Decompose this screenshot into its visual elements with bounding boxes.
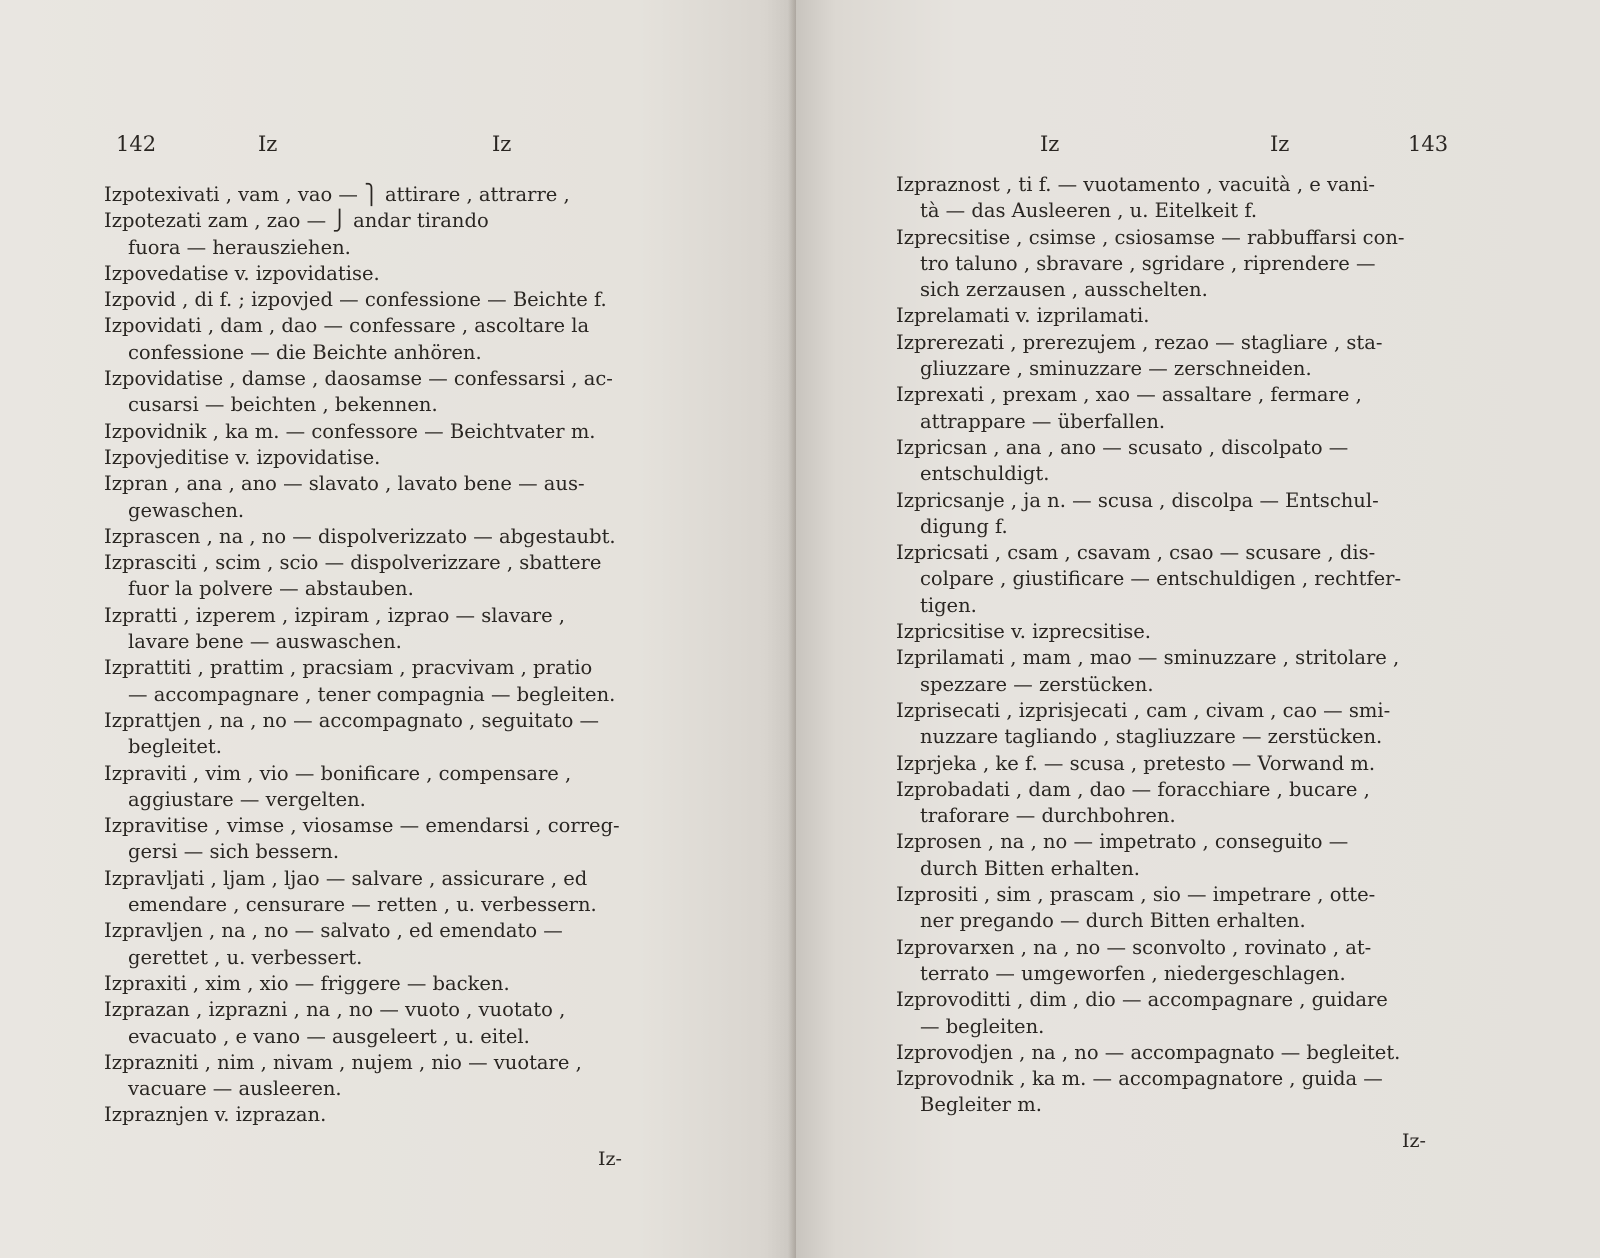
dictionary-line: fuora — herausziehen. — [128, 235, 351, 259]
dictionary-line: traforare — durchbohren. — [920, 804, 1176, 828]
dictionary-line: Izpricsati , csam , csavam , csao — scusare , dis- — [896, 541, 1376, 565]
dictionary-line: Izprjeka , ke f. — scusa , pretesto — Vorwand m. — [896, 751, 1376, 775]
dictionary-line: spezzare — zerstücken. — [920, 672, 1154, 696]
dictionary-line: Izprobadati , dam , dao — foracchiare , bucare , — [896, 777, 1370, 801]
dictionary-line: Izpravljati , ljam , ljao — salvare , assicurare , ed — [104, 866, 588, 890]
dictionary-line: entschuldigt. — [920, 462, 1050, 486]
dictionary-line: aggiustare — vergelten. — [128, 787, 366, 811]
dictionary-line: gliuzzare , sminuzzare — zerschneiden. — [920, 357, 1312, 381]
right-running-head-1: Iz — [1040, 132, 1060, 156]
dictionary-line: Izpricsanje , ja n. — scusa , discolpa — Entschul- — [896, 488, 1379, 512]
dictionary-line: — accompagnare , tener compagnia — begleiten. — [128, 682, 616, 706]
dictionary-line: Izpotexivati , vam , vao — ⎫ attirare , attrarre , — [104, 183, 570, 206]
dictionary-line: ner pregando — durch Bitten erhalten. — [920, 909, 1306, 933]
dictionary-line: gerettet , u. verbessert. — [128, 945, 363, 969]
dictionary-line: Izpotezati zam , zao — ⎭ andar tirando — [104, 209, 489, 233]
dictionary-line: Izprisecati , izprisjecati , cam , civam , cao — smi- — [896, 698, 1391, 722]
dictionary-line: Izprexati , prexam , xao — assaltare , fermare , — [896, 383, 1362, 407]
dictionary-line: Izprelamati v. izprilamati. — [896, 304, 1150, 328]
left-running-head-1: Iz — [258, 132, 278, 156]
dictionary-line: Izprattjen , na , no — accompagnato , seguitato — — [104, 708, 600, 732]
right-catchword: Iz- — [1402, 1130, 1426, 1152]
dictionary-line: nuzzare tagliando , stagliuzzare — zerstücken. — [920, 725, 1383, 749]
dictionary-line: Izpovedatise v. izpovidatise. — [104, 261, 380, 285]
dictionary-line: Izprerezati , prerezujem , rezao — stagliare , sta- — [896, 330, 1383, 354]
dictionary-line: Izprazniti , nim , nivam , nujem , nio — vuotare , — [104, 1050, 582, 1074]
dictionary-line: Izpraxiti , xim , xio — friggere — backen. — [104, 971, 510, 995]
left-page-number: 142 — [116, 132, 157, 156]
dictionary-line: Izprattiti , prattim , pracsiam , pracvivam , pratio — [104, 656, 593, 680]
dictionary-line: Izprovoditti , dim , dio — accompagnare , guidare — [896, 988, 1388, 1012]
dictionary-line: Izprilamati , mam , mao — sminuzzare , stritolare , — [896, 646, 1400, 670]
dictionary-line: gersi — sich bessern. — [128, 840, 340, 864]
dictionary-line: colpare , giustificare — entschuldigen , rechtfer- — [920, 567, 1402, 591]
dictionary-line: Izpovidati , dam , dao — confessare , ascoltare la — [104, 314, 590, 338]
dictionary-line: Izprascen , na , no — dispolverizzato — abgestaubt. — [104, 524, 616, 548]
dictionary-line: attrappare — überfallen. — [920, 409, 1166, 433]
dictionary-line: Izpran , ana , ano — slavato , lavato bene — aus- — [104, 472, 585, 496]
dictionary-line: Izpraznost , ti f. — vuotamento , vacuità , e vani- — [896, 173, 1376, 196]
dictionary-line: Izpovidatise , damse , daosamse — confessarsi , ac- — [104, 367, 613, 391]
right-page-number: 143 — [1408, 132, 1449, 156]
dictionary-line: Izprazan , izprazni , na , no — vuoto , vuotato , — [104, 998, 566, 1022]
dictionary-line: terrato — umgeworfen , niedergeschlagen. — [920, 961, 1346, 985]
dictionary-line: Izprovarxen , na , no — sconvolto , rovinato , at- — [896, 935, 1372, 959]
dictionary-line: emendare , censurare — retten , u. verbessern. — [128, 893, 597, 917]
dictionary-line: Izpovjeditise v. izpovidatise. — [104, 445, 381, 469]
right-page — [796, 0, 1600, 1258]
dictionary-line: Izprovodjen , na , no — accompagnato — begleitet. — [896, 1040, 1401, 1064]
dictionary-line: digung f. — [920, 514, 1008, 538]
dictionary-line: confessione — die Beichte anhören. — [128, 340, 482, 364]
left-page — [0, 0, 796, 1258]
dictionary-line: gewaschen. — [128, 498, 245, 522]
dictionary-line: Izpraznjen v. izprazan. — [104, 1103, 327, 1127]
dictionary-line: Izpovid , di f. ; izpovjed — confessione — Beichte f. — [104, 288, 607, 312]
dictionary-line: durch Bitten erhalten. — [920, 856, 1140, 880]
dictionary-line: Izpraviti , vim , vio — bonificare , compensare , — [104, 761, 572, 785]
dictionary-line: Izpravljen , na , no — salvato , ed emendato — — [104, 919, 563, 943]
right-running-head-2: Iz — [1270, 132, 1290, 156]
dictionary-line: Izprositi , sim , prascam , sio — impetrare , otte- — [896, 883, 1376, 907]
dictionary-line: — begleiten. — [920, 1014, 1045, 1038]
dictionary-line: tà — das Ausleeren , u. Eitelkeit f. — [920, 199, 1258, 223]
dictionary-line: tro taluno , sbravare , sgridare , riprendere — — [920, 251, 1376, 275]
dictionary-line: tigen. — [920, 593, 977, 617]
dictionary-line: Begleiter m. — [920, 1093, 1042, 1117]
dictionary-line: Izprovodnik , ka m. — accompagnatore , guida — — [896, 1067, 1383, 1091]
dictionary-line: Izprosen , na , no — impetrato , conseguito — — [896, 830, 1349, 854]
dictionary-line: vacuare — ausleeren. — [128, 1077, 342, 1101]
dictionary-line: evacuato , e vano — ausgeleert , u. eitel. — [128, 1024, 530, 1048]
dictionary-line: cusarsi — beichten , bekennen. — [128, 393, 438, 417]
dictionary-line: Izpravitise , vimse , viosamse — emendarsi , correg- — [104, 814, 620, 838]
dictionary-line: Izprasciti , scim , scio — dispolverizzare , sbattere — [104, 551, 602, 575]
dictionary-line: Izpovidnik , ka m. — confessore — Beichtvater m. — [104, 419, 596, 443]
dictionary-line: fuor la polvere — abstauben. — [128, 577, 414, 601]
dictionary-line: Izpricsan , ana , ano — scusato , discolpato — — [896, 435, 1349, 459]
dictionary-line: Izpratti , izperem , izpiram , izprao — slavare , — [104, 603, 566, 627]
dictionary-line: sich zerzausen , ausschelten. — [920, 278, 1208, 302]
left-text-column — [104, 182, 672, 1129]
left-catchword: Iz- — [598, 1148, 622, 1170]
left-running-head-2: Iz — [492, 132, 512, 156]
dictionary-line: Izpricsitise v. izprecsitise. — [896, 620, 1151, 644]
dictionary-line: lavare bene — auswaschen. — [128, 630, 402, 654]
dictionary-line: Izprecsitise , csimse , csiosamse — rabbuffarsi con- — [896, 225, 1405, 249]
dictionary-line: begleitet. — [128, 735, 222, 759]
right-text-column — [896, 172, 1464, 1119]
